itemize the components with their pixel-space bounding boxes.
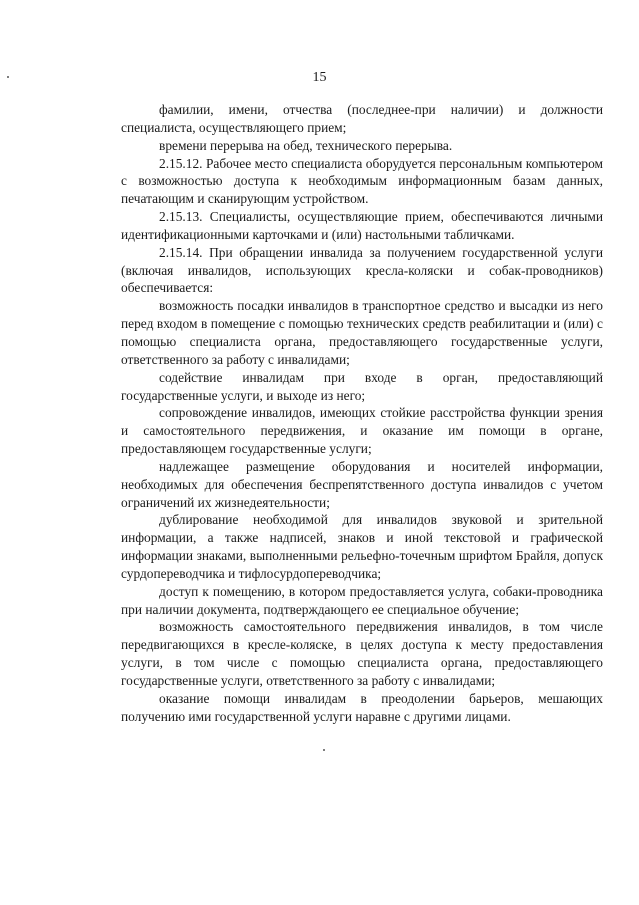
scan-speck [323, 749, 325, 751]
scan-speck [7, 76, 9, 78]
paragraph: содействие инвалидам при входе в орган, предоставляющий государственные услуги, и выходе из него; [121, 369, 603, 403]
paragraph: доступ к помещению, в котором предоставляется услуга, собаки-проводника при наличии документа, подтверждающего ее специальное обучение; [121, 583, 603, 617]
document-body [121, 101, 603, 726]
paragraph: возможность самостоятельного передвижения инвалидов, в том числе передвигающихся в кресле-коляске, в целях доступа к месту предоставления услуги, в том числе с помощью специалиста органа, предоставляющего государственные услуги, ответственного за работу с инвалидами; [121, 619, 603, 688]
paragraph: 2.15.12. Рабочее место специалиста оборудуется персональным компьютером с возможностью доступа к необходимым информационным базам данных, печатающим и сканирующим устройством. [121, 155, 603, 207]
paragraph: времени перерыва на обед, технического перерыва. [159, 137, 453, 153]
paragraph: сопровождение инвалидов, имеющих стойкие расстройства функции зрения и самостоятельного передвижения, и оказание им помощи в органе, предоставляющем государственные услуги; [121, 405, 603, 457]
paragraph: возможность посадки инвалидов в транспортное средство и высадки из него перед входом в помещение с помощью технических средств реабилитации и (или) с помощью специалиста органа, предоставляющего государственные услуги, ответственного за работу с инвалидами; [121, 298, 603, 367]
page-number: 15 [312, 70, 327, 85]
paragraph: 2.15.14. При обращении инвалида за получением государственной услуги (включая инвалидов, использующих кресла-коляски и собак-проводников) обеспечивается: [121, 244, 603, 296]
paragraph: 2.15.13. Специалисты, осуществляющие прием, обеспечиваются личными идентификационными карточками и (или) настольными табличками. [121, 209, 603, 242]
paragraph: дублирование необходимой для инвалидов звуковой и зрительной информации, а также надписей, знаков и иной текстовой и графической информации знаками, выполненными рельефно-точечным шрифтом Брайля, допуск сурдопереводчика и тифлосурдопереводчика; [121, 512, 603, 581]
paragraph: оказание помощи инвалидам в преодолении барьеров, мешающих получению ими государственной услуги наравне с другими лицами. [121, 690, 603, 724]
paragraph: фамилии, имени, отчества (последнее-при наличии) и должности специалиста, осуществляющего прием; [121, 102, 603, 135]
paragraph: надлежащее размещение оборудования и носителей информации, необходимых для обеспечения беспрепятственного доступа инвалидов с учетом ограничений их жизнедеятельности; [121, 458, 603, 510]
